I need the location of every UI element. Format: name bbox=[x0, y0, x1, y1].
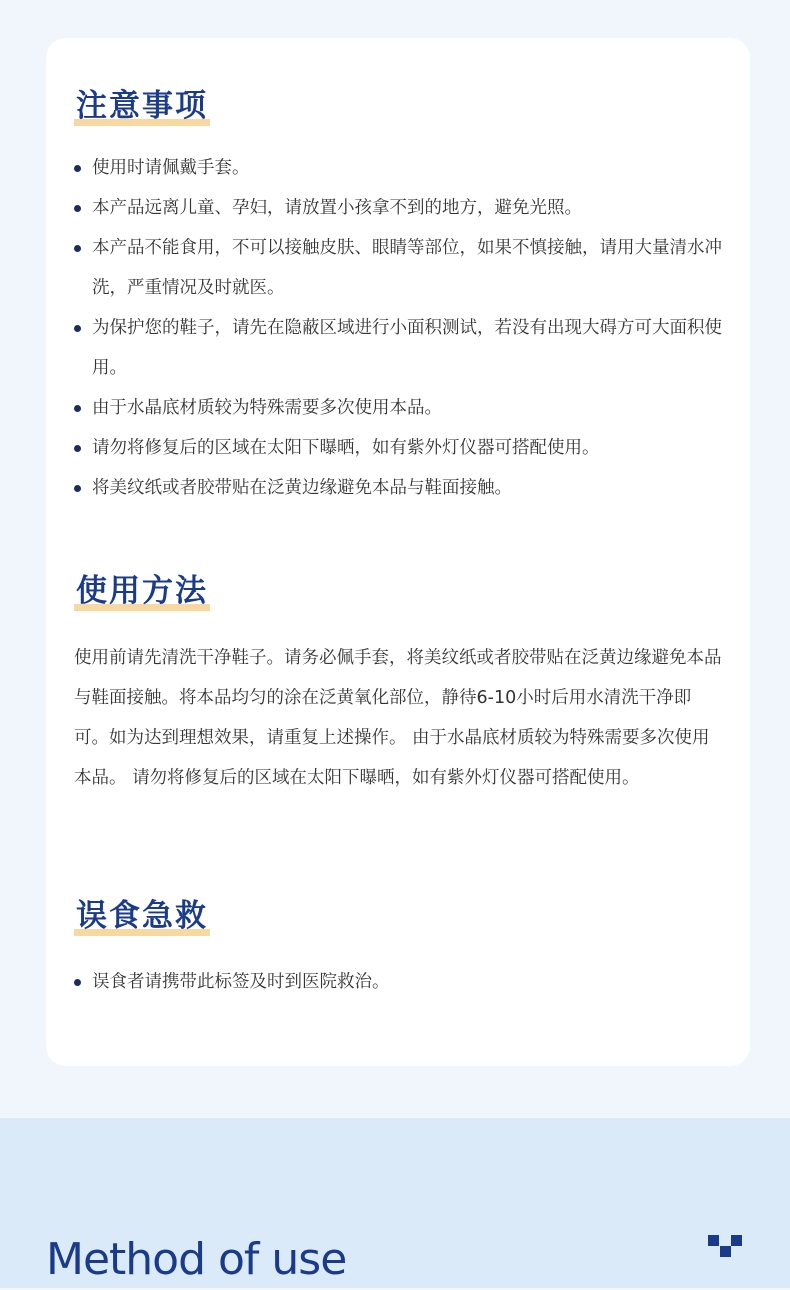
first-aid-title: 误食急救 bbox=[76, 898, 208, 934]
list-item: 本产品远离儿童、孕妇，请放置小孩拿不到的地方，避免光照。 bbox=[74, 188, 724, 228]
list-item: 请勿将修复后的区域在太阳下曝晒，如有紫外灯仪器可搭配使用。 bbox=[74, 428, 724, 468]
list-item: 误食者请携带此标签及时到医院救治。 bbox=[74, 962, 724, 1002]
list-item: 由于水晶底材质较为特殊需要多次使用本品。 bbox=[74, 388, 724, 428]
footer-banner bbox=[0, 1118, 790, 1288]
footer-title: Method of use bbox=[46, 1234, 347, 1285]
usage-text: 使用前请先清洗干净鞋子。请务必佩手套，将美纹纸或者胶带贴在泛黄边缘避免本品与鞋面接触。将本品均匀的涂在泛黄氧化部位，静待6-10小时后用水清洗干净即可。如为达到理想效果，请重复上述操作。 由于水晶底材质较为特殊需要多次使用本品。 请勿将修复后的区域在太阳下曝晒，如有紫外灯仪器可搭配使用。 bbox=[74, 648, 722, 788]
precautions-list bbox=[74, 148, 724, 508]
pixel-logo-icon bbox=[708, 1235, 742, 1259]
list-item: 为保护您的鞋子，请先在隐蔽区域进行小面积测试，若没有出现大碍方可大面积使用。 bbox=[74, 308, 724, 388]
content-card bbox=[46, 38, 750, 1066]
first-aid-list bbox=[74, 962, 724, 1002]
precautions-title: 注意事项 bbox=[76, 88, 208, 124]
list-item: 将美纹纸或者胶带贴在泛黄边缘避免本品与鞋面接触。 bbox=[74, 468, 724, 508]
usage-title: 使用方法 bbox=[76, 573, 208, 609]
list-item: 本产品不能食用，不可以接触皮肤、眼睛等部位，如果不慎接触，请用大量清水冲洗，严重情况及时就医。 bbox=[74, 228, 724, 308]
list-item: 使用时请佩戴手套。 bbox=[74, 148, 724, 188]
